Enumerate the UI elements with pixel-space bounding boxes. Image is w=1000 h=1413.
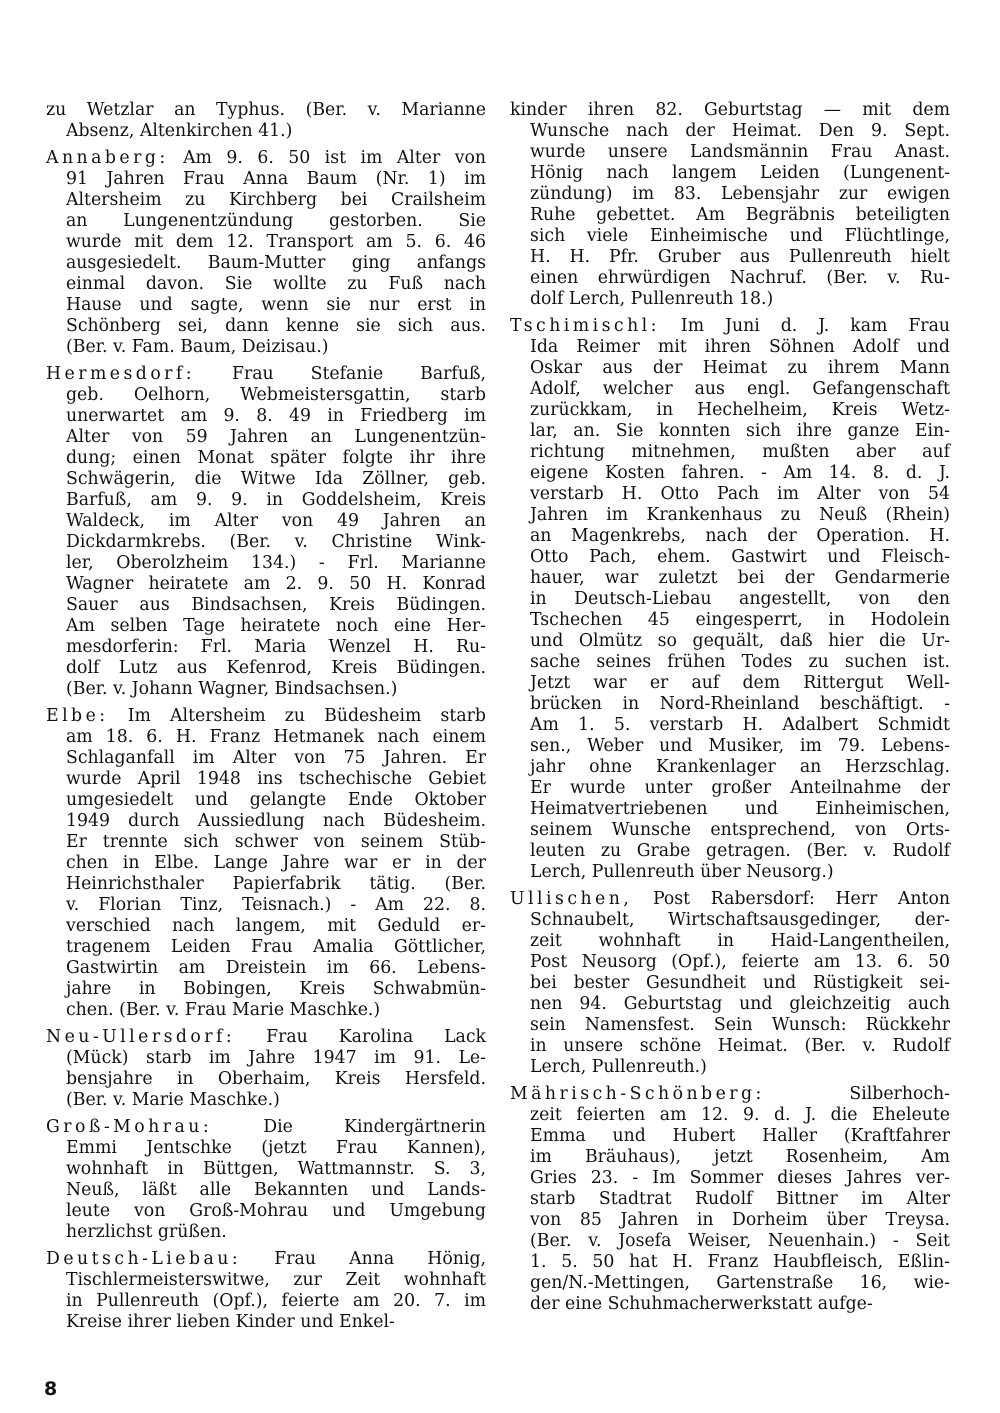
- text-line: dolf Lutz aus Kefenrod, Kreis Büdingen.: [66, 658, 486, 678]
- text-line: am 18. 6. H. Franz Hetmanek nach einem: [66, 727, 486, 747]
- text-line: wurde mit dem 12. Transport am 5. 6. 46: [66, 232, 486, 252]
- news-entry: [510, 316, 950, 883]
- text-line: verstarb H. Otto Pach im Alter von 54: [530, 484, 950, 504]
- entry-first-line: [46, 1117, 486, 1138]
- place-name-heading: Elbe:: [46, 706, 109, 726]
- place-name-heading: Hermesdorf:: [46, 364, 196, 384]
- page-number: 8: [44, 1378, 58, 1400]
- text-line: zu Wetzlar an Typhus. (Ber. v. Marianne: [46, 100, 486, 120]
- text-line: lar, an. Sie konnten sich ihre ganze Ein-: [530, 421, 950, 441]
- text-line: Dickdarmkrebs. (Ber. v. Christine Wink-: [66, 532, 486, 552]
- text-line: jahre in Bobingen, Kreis Schwabmün-: [66, 979, 486, 999]
- text-line: einen ehrwürdigen Nachruf. (Ber. v. Ru-: [530, 268, 950, 288]
- text-line: wohnhaft in Büttgen, Wattmannstr. S. 3,: [66, 1159, 486, 1179]
- text-line: 1. 5. 50 hat H. Franz Haubfleisch, Eßlin-: [530, 1252, 950, 1272]
- news-entry: [46, 100, 486, 142]
- text-line: Barfuß, am 9. 9. in Goddelsheim, Kreis: [66, 490, 486, 510]
- place-name-heading: Ullischen,: [510, 889, 633, 909]
- text-line: sen., Weber und Musiker, im 79. Lebens-: [530, 736, 950, 756]
- text-line: zündung) im 83. Lebensjahr zur ewigen: [530, 184, 950, 204]
- text-line: bensjahre in Oberhaim, Kreis Hersfeld.: [66, 1069, 486, 1089]
- text-line: Alter von 59 Jahren an Lungenentzün-: [66, 427, 486, 447]
- news-entry: [510, 889, 950, 1078]
- text-line: Heinrichsthaler Papierfabrik tätig. (Ber.: [66, 874, 486, 894]
- text-line: Neuß, läßt alle Bekannten und Lands-: [66, 1180, 486, 1200]
- text-line: in Pullenreuth (Opf.), feierte am 20. 7. im: [66, 1291, 486, 1311]
- text-line: Sauer aus Bindsachsen, Kreis Büdingen.: [66, 595, 486, 615]
- text-line: in unsere schöne Heimat. (Ber. v. Rudolf: [530, 1036, 950, 1056]
- entry-first-line: [46, 706, 486, 727]
- text-line: Wagner heiratete am 2. 9. 50 H. Konrad: [66, 574, 486, 594]
- place-name-heading: Neu-Ullersdorf:: [46, 1027, 236, 1047]
- text-line: seinem Wunsche entsprechend, von Orts-: [530, 820, 950, 840]
- text-line: leute von Groß-Mohrau und Umgebung: [66, 1201, 486, 1221]
- text-line: Emmi Jentschke (jetzt Frau Kannen),: [66, 1138, 486, 1158]
- text-line: Hause und sagte, wenn sie nur erst in: [66, 295, 486, 315]
- entry-first-line-text: Im Juni d. J. kam Frau: [680, 316, 951, 336]
- news-entry: [510, 100, 950, 310]
- text-line: Altersheim zu Kirchberg bei Crailsheim: [66, 190, 486, 210]
- news-entry: [46, 148, 486, 358]
- text-line: Schnaubelt, Wirtschaftsausgedinger, der-: [530, 910, 950, 930]
- text-line: Post Neusorg (Opf.), feierte am 13. 6. 50: [530, 952, 950, 972]
- entry-first-line-text: Post Rabersdorf: Herr Anton: [652, 889, 951, 909]
- place-name-heading: Deutsch-Liebau:: [46, 1249, 242, 1269]
- news-entry: [510, 1084, 950, 1315]
- text-line: sein Namensfest. Sein Wunsch: Rückkehr: [530, 1015, 950, 1035]
- text-line: Ida Reimer mit ihren Söhnen Adolf und: [530, 337, 950, 357]
- text-line: Oskar aus der Heimat zu ihrem Mann: [530, 358, 950, 378]
- text-line: kinder ihren 82. Geburtstag — mit dem: [510, 100, 950, 120]
- text-line: Lerch, Pullenreuth über Neusorg.): [530, 862, 834, 882]
- text-line: (Ber. v. Marie Maschke.): [66, 1090, 280, 1110]
- place-name-heading: Tschimischl:: [510, 316, 660, 336]
- text-line: im Bräuhaus), jetzt Rosenheim, Am: [530, 1147, 950, 1167]
- place-name-heading: Groß-Mohrau:: [46, 1117, 213, 1137]
- news-entry: [46, 1249, 486, 1333]
- text-line: Emma und Hubert Haller (Kraftfahrer: [530, 1126, 950, 1146]
- text-line: wurde April 1948 ins tschechische Gebiet: [66, 769, 486, 789]
- text-line: zurückkam, in Hechelheim, Kreis Wetz-: [530, 400, 950, 420]
- text-line: dolf Lerch, Pullenreuth 18.): [530, 289, 774, 309]
- text-line: sache seines frühen Todes zu suchen ist.: [530, 652, 950, 672]
- text-line: v. Florian Tinz, Teisnach.) - Am 22. 8.: [66, 895, 486, 915]
- text-line: Lerch, Pullenreuth.): [530, 1057, 707, 1077]
- text-line: chen in Elbe. Lange Jahre war er in der: [66, 853, 486, 873]
- text-line: Gastwirtin am Dreistein im 66. Lebens-: [66, 958, 486, 978]
- text-line: tragenem Leiden Frau Amalia Göttlicher,: [66, 937, 486, 957]
- text-line: ausgesiedelt. Baum-Mutter ging anfangs: [66, 253, 486, 273]
- text-line: starb Stadtrat Rudolf Bittner im Alter: [530, 1189, 950, 1209]
- text-line: unerwartet am 9. 8. 49 in Friedberg im: [66, 406, 486, 426]
- entry-first-line: [510, 889, 950, 910]
- entry-first-line: [510, 316, 950, 337]
- text-line: verschied nach langem, mit Geduld er-: [66, 916, 486, 936]
- text-line: von 85 Jahren in Dorheim über Treysa.: [530, 1210, 950, 1230]
- text-line: zeit wohnhaft in Haid-Langentheilen,: [530, 931, 950, 951]
- text-line: Hönig nach langem Leiden (Lungenent-: [530, 163, 950, 183]
- text-line: 91 Jahren Frau Anna Baum (Nr. 1) im: [66, 169, 486, 189]
- text-line: Am 1. 5. verstarb H. Adalbert Schmidt: [530, 715, 950, 735]
- text-line: Kreise ihrer lieben Kinder und Enkel-: [66, 1312, 395, 1332]
- text-line: wurde unsere Landsmännin Frau Anast.: [530, 142, 950, 162]
- text-line: Gries 23. - Im Sommer dieses Jahres ver-: [530, 1168, 950, 1188]
- place-name-heading: Mährisch-Schönberg:: [510, 1084, 765, 1104]
- text-line: Absenz, Altenkirchen 41.): [66, 121, 293, 141]
- text-line: eigene Kosten fahren. - Am 14. 8. d. J.: [530, 463, 950, 483]
- text-line: Tschechen 45 eingesperrt, in Hodolein: [530, 610, 950, 630]
- text-line: mesdorferin: Frl. Maria Wenzel H. Ru-: [66, 637, 486, 657]
- text-line: Ruhe gebettet. Am Begräbnis beteiligten: [530, 205, 950, 225]
- text-line: brücken in Nord-Rheinland beschäftigt. -: [530, 694, 950, 714]
- text-line: an Lungenentzündung gestorben. Sie: [66, 211, 486, 231]
- text-line: Wunsche nach der Heimat. Den 9. Sept.: [530, 121, 950, 141]
- text-line: (Mück) starb im Jahre 1947 im 91. Le-: [66, 1048, 486, 1068]
- text-line: ler, Oberolzheim 134.) - Frl. Marianne: [66, 553, 486, 573]
- text-line: H. H. Pfr. Gruber aus Pullenreuth hielt: [530, 247, 950, 267]
- entry-first-line: [46, 1027, 486, 1048]
- text-line: Jahren im Krankenhaus zu Neuß (Rhein): [530, 505, 950, 525]
- text-line: nen 94. Geburtstag und gleichzeitig auch: [530, 994, 950, 1014]
- text-line: hauer, war zuletzt bei der Gendarmerie: [530, 568, 950, 588]
- text-line: richtung mitnehmen, mußten aber auf: [530, 442, 950, 462]
- text-line: Er wurde unter großer Anteilnahme der: [530, 778, 950, 798]
- text-line: dung; einen Monat später folgte ihr ihre: [66, 448, 486, 468]
- text-line: herzlichst grüßen.: [66, 1222, 227, 1242]
- text-line: (Ber. v. Fam. Baum, Deizisau.): [66, 337, 329, 357]
- text-line: Heimatvertriebenen und Einheimischen,: [530, 799, 950, 819]
- text-line: Schönberg sei, dann kenne sie sich aus.: [66, 316, 486, 336]
- entry-first-line: [46, 1249, 486, 1270]
- text-line: in Deutsch-Liebau angestellt, von den: [530, 589, 950, 609]
- news-entry: [46, 1117, 486, 1243]
- text-line: Schlaganfall im Alter von 75 Jahren. Er: [66, 748, 486, 768]
- text-line: gen/N.-Mettingen, Gartenstraße 16, wie-: [530, 1273, 950, 1293]
- text-line: zeit feierten am 12. 9. d. J. die Eheleute: [530, 1105, 950, 1125]
- text-line: jahr ohne Krankenlager an Herzschlag.: [530, 757, 950, 777]
- text-line: der eine Schuhmacherwerkstatt aufge-: [530, 1294, 873, 1314]
- news-entry: [46, 706, 486, 1021]
- text-line: Am selben Tage heiratete noch eine Her-: [66, 616, 486, 636]
- text-line: Er trennte sich schwer von seinem Stüb-: [66, 832, 486, 852]
- entry-first-line: [510, 1084, 950, 1105]
- text-line: Adolf, welcher aus engl. Gefangenschaft: [530, 379, 950, 399]
- entry-first-line-text: Frau Karolina Lack: [266, 1027, 487, 1047]
- place-name-heading: Annaberg:: [46, 148, 169, 168]
- text-line: (Ber. v. Josefa Weiser, Neuenhain.) - Seit: [530, 1231, 950, 1251]
- entry-first-line: [46, 148, 486, 169]
- text-line: Tischlermeisterswitwe, zur Zeit wohnhaft: [66, 1270, 486, 1290]
- text-line: und Olmütz so gequält, daß hier die Ur-: [530, 631, 950, 651]
- text-line: sich viele Einheimische und Flüchtlinge,: [530, 226, 950, 246]
- entry-first-line-text: Die Kindergärtnerin: [263, 1117, 486, 1137]
- text-line: Schwägerin, die Witwe Ida Zöllner, geb.: [66, 469, 486, 489]
- entry-first-line: [46, 364, 486, 385]
- text-line: Jetzt war er auf dem Rittergut Well-: [530, 673, 950, 693]
- entry-first-line-text: Frau Stefanie Barfuß,: [232, 364, 486, 384]
- text-line: an Magenkrebs, nach der Operation. H.: [530, 526, 950, 546]
- text-line: Waldeck, im Alter von 49 Jahren an: [66, 511, 486, 531]
- text-line: leuten zu Grabe getragen. (Ber. v. Rudolf: [530, 841, 950, 861]
- text-line: 1949 durch Aussiedlung nach Büdesheim.: [66, 811, 486, 831]
- left-column: [46, 100, 486, 1339]
- text-line: (Ber. v. Johann Wagner, Bindsachsen.): [66, 679, 398, 699]
- entry-first-line-text: Im Altersheim zu Büdesheim starb: [127, 706, 486, 726]
- news-entry: [46, 1027, 486, 1111]
- text-line: geb. Oelhorn, Webmeistersgattin, starb: [66, 385, 486, 405]
- text-line: bei bester Gesundheit und Rüstigkeit sei-: [530, 973, 950, 993]
- news-entry: [46, 364, 486, 700]
- text-line: chen. (Ber. v. Frau Marie Maschke.): [66, 1000, 381, 1020]
- right-column: [510, 100, 950, 1321]
- entry-first-line-text: Am 9. 6. 50 ist im Alter von: [183, 148, 486, 168]
- text-line: umgesiedelt und gelangte Ende Oktober: [66, 790, 486, 810]
- entry-first-line-text: Frau Anna Hönig,: [274, 1249, 486, 1269]
- entry-first-line-text: Silberhoch-: [849, 1084, 950, 1104]
- text-line: Otto Pach, ehem. Gastwirt und Fleisch-: [530, 547, 950, 567]
- text-line: einmal davon. Sie wollte zu Fuß nach: [66, 274, 486, 294]
